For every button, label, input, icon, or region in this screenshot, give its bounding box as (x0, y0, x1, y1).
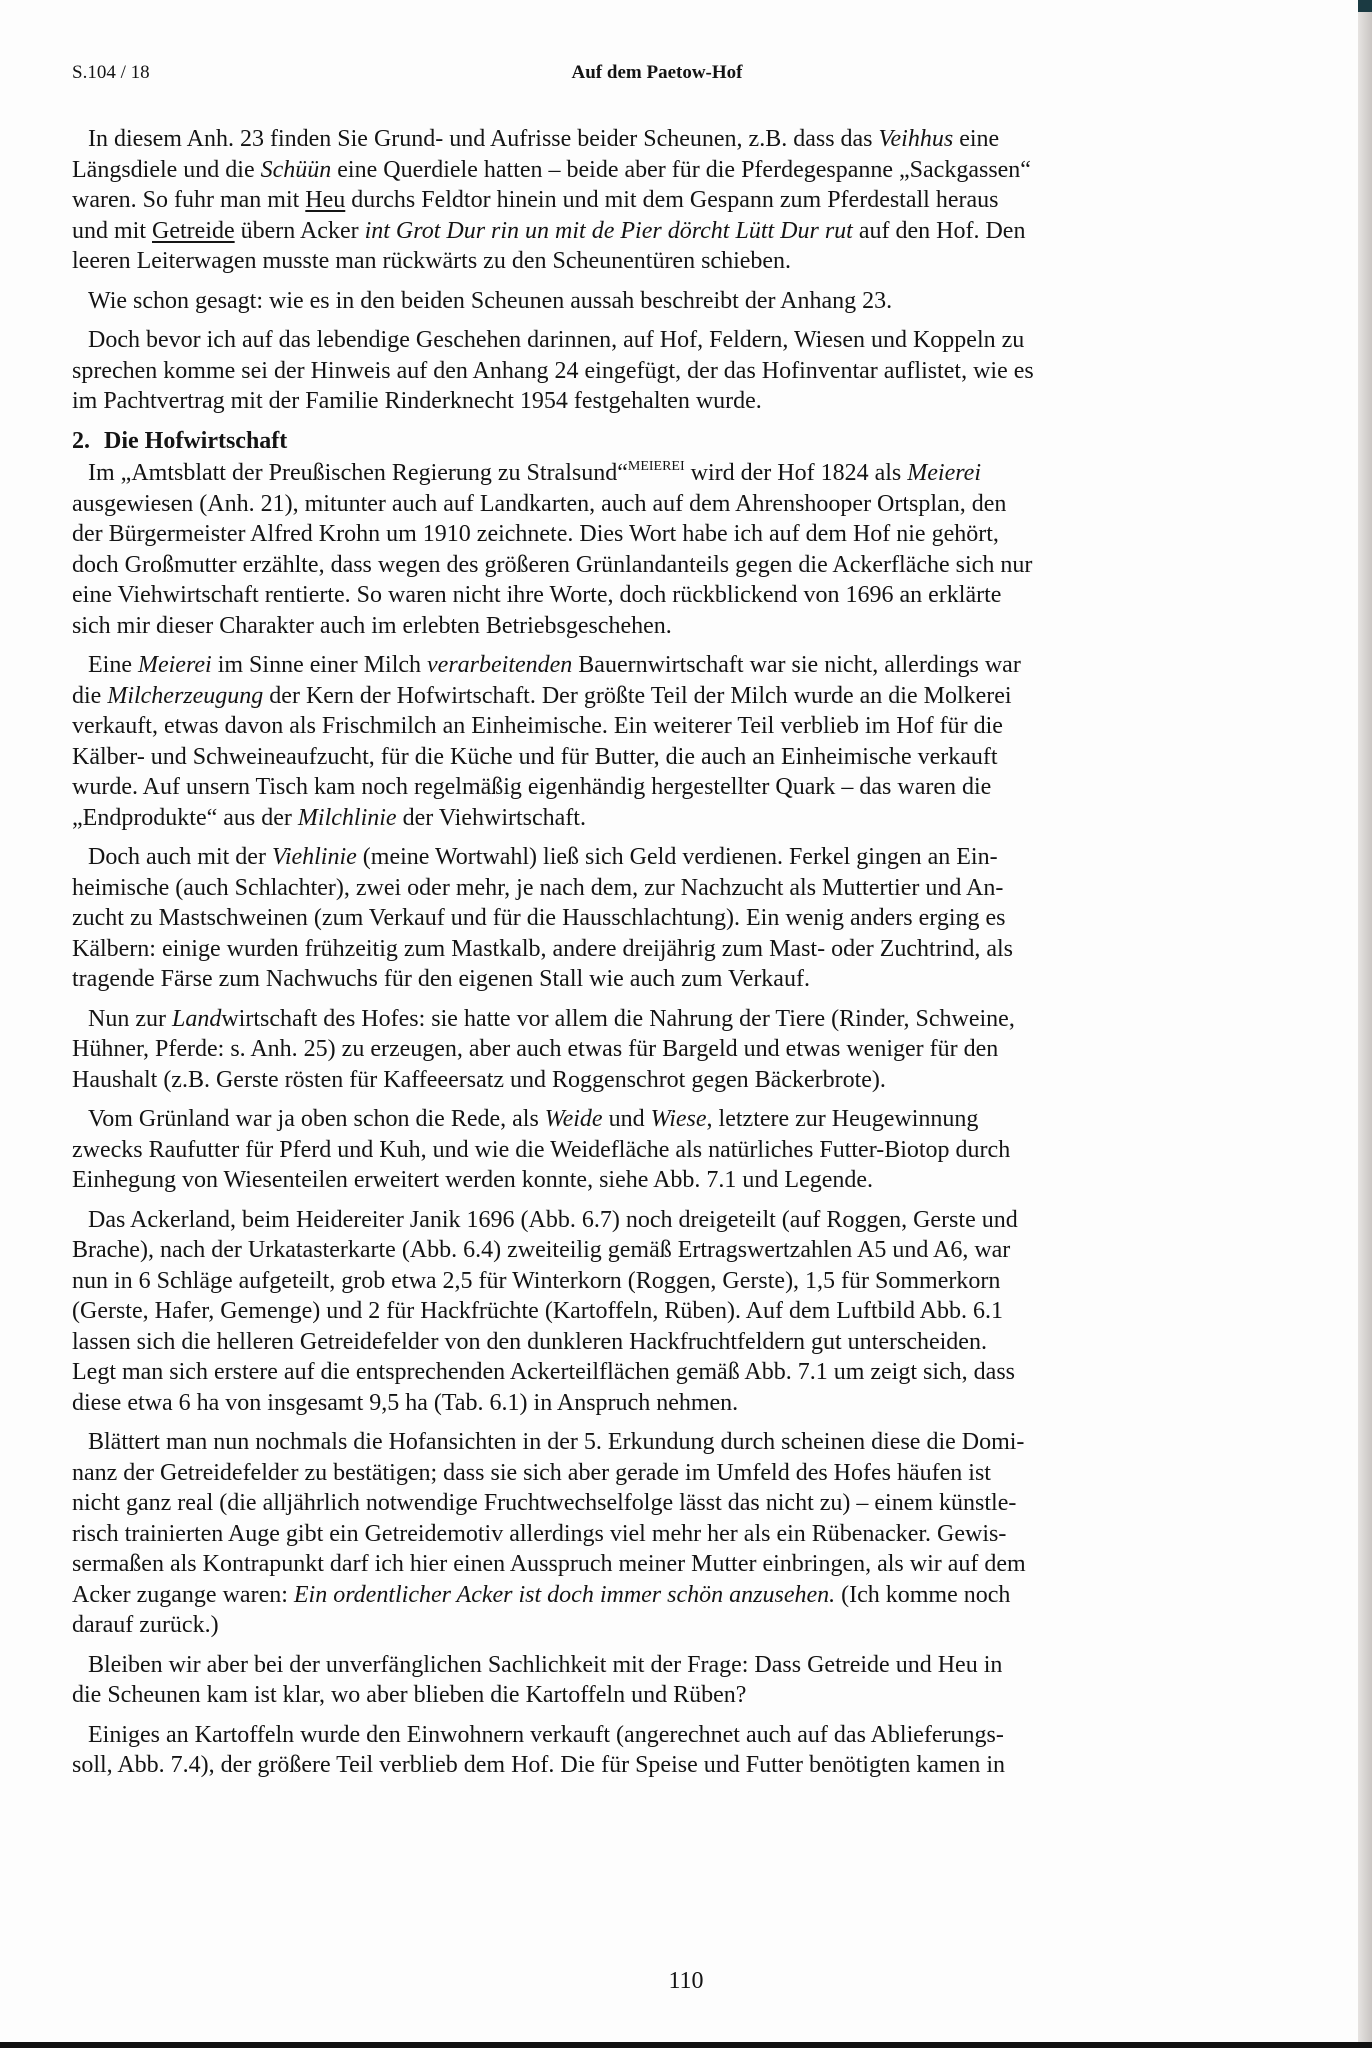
text-run: , letztere zur Heugewinnung (706, 1106, 979, 1132)
running-title: Auf dem Paetow-Hof (571, 62, 743, 83)
text-line (72, 1235, 1272, 1266)
emphasis-text: Schüün (260, 156, 332, 183)
text-line (72, 1519, 1272, 1550)
text-run: Nun zur (88, 1005, 172, 1032)
text-line (72, 216, 1272, 247)
text-run: Vom Grünland war ja oben schon die Rede, als (88, 1106, 545, 1132)
text-line (72, 772, 1272, 803)
text-line (72, 124, 1272, 155)
paragraph (72, 325, 1272, 417)
emphasis-text: Meierei (137, 652, 212, 678)
text-line (72, 1580, 1272, 1611)
text-line (72, 711, 1272, 742)
text-run: diese etwa 6 ha von insgesamt 9,5 ha (Tab. 6.1) in Anspruch nehmen. (72, 1389, 739, 1416)
text-line (72, 650, 1272, 681)
section-title: Die Hofwirtschaft (104, 427, 288, 454)
text-line (72, 155, 1272, 186)
text-line (72, 246, 1272, 277)
emphasis-text: Weide (544, 1106, 603, 1132)
text-line (72, 1104, 1272, 1135)
section-number: 2. (72, 427, 90, 454)
text-line (72, 1266, 1272, 1297)
text-run: (Gerste, Hafer, Gemenge) und 2 für Hackfrüchte (Kartoffeln, Rüben). Auf dem Luftbild Abb. 6.1 (72, 1298, 1003, 1324)
paragraph (72, 1720, 1272, 1781)
text-line (72, 356, 1272, 387)
text-run: Doch bevor ich auf das lebendige Geschehen darinnen, auf Hof, Feldern, Wiesen und Koppeln zu (88, 327, 1025, 353)
text-line (72, 1205, 1272, 1236)
text-run: nicht ganz real (die alljährlich notwendige Fruchtwechselfolge lässt das nicht zu) – einem künstle- (72, 1490, 1017, 1516)
text-line (72, 489, 1272, 520)
text-line (72, 1165, 1272, 1196)
text-run: doch Großmutter erzählte, dass wegen des größeren Grünlandanteils gegen die Ackerfläche sich nur (72, 551, 1033, 578)
text-line (72, 1488, 1272, 1519)
paragraph (72, 124, 1272, 277)
text-run: „Endprodukte“ aus der (72, 804, 298, 831)
text-line (72, 325, 1272, 356)
text-run: im Pachtvertrag mit der Familie Rinderknecht 1954 festgehalten wurde. (72, 388, 762, 414)
text-run: tragende Färse zum Nachwuchs für den eigenen Stall wie auch zum Verkauf. (72, 966, 810, 992)
page-reference: S.104 / 18 (72, 62, 150, 83)
text-line (72, 1549, 1272, 1580)
paragraph (72, 286, 1272, 317)
text-line (72, 742, 1272, 773)
text-run: die (72, 682, 108, 709)
text-run: wird der Hof 1824 als (684, 460, 908, 486)
text-run: eine Viehwirtschaft rentierte. So waren nicht ihre Worte, doch rückblickend von 1696 an erklärte (72, 582, 1002, 608)
text-run: waren. So fuhr man mit (72, 187, 306, 213)
underlined-text: Getreide (152, 217, 235, 244)
scan-edge-right (1358, 0, 1372, 2048)
scan-edge-bottom (0, 2042, 1372, 2048)
page-number: 110 (668, 1968, 704, 1994)
emphasis-text: Viehlinie (271, 844, 357, 870)
text-run: sprechen komme sei der Hinweis auf den Anhang 24 eingefügt, der das Hofinventar auflistet, wie es (72, 357, 1034, 384)
text-run: zucht zu Mastschweinen (zum Verkauf und für die Hausschlachtung). Ein wenig anders erging es (72, 905, 1006, 931)
text-run: die Scheunen kam ist klar, wo aber blieben die Kartoffeln und Rüben? (72, 1682, 747, 1708)
text-line (72, 803, 1272, 834)
text-run: Legt man sich erstere auf die entsprechenden Ackerteilflächen gemäß Abb. 7.1 um zeigt sich, dass (72, 1359, 1015, 1385)
text-run: der Kern der Hofwirtschaft. Der größte Teil der Milch wurde an die Molkerei (263, 682, 1012, 709)
text-run: eine (953, 126, 1000, 152)
paragraph (72, 458, 1272, 641)
text-line (72, 842, 1272, 873)
text-run: darauf zurück.) (72, 1612, 219, 1638)
text-run: risch trainierten Auge gibt ein Getreidemotiv allerdings viel mehr her als ein Rübenacker. Gewis- (72, 1520, 1007, 1547)
emphasis-text: int Grot Dur rin un mit de Pier dörcht Lütt Dur rut (364, 217, 853, 244)
text-run: leeren Leiterwagen musste man rückwärts zu den Scheunentüren schieben. (72, 248, 792, 274)
emphasis-text: Milchlinie (297, 804, 397, 831)
text-line (72, 1610, 1272, 1641)
text-line (72, 386, 1272, 417)
text-run: nanz der Getreidefelder zu bestätigen; dass sie sich aber gerade im Umfeld des Hofes häufen ist (72, 1459, 991, 1486)
text-line (72, 934, 1272, 965)
text-run: sermaßen als Kontrapunkt darf ich hier einen Ausspruch meiner Mutter einbringen, als wir auf dem (72, 1551, 1026, 1577)
running-head (72, 62, 1272, 92)
text-run: verkauft, etwas davon als Frischmilch an Einheimische. Ein weiterer Teil verblieb im Hof für die (72, 713, 1003, 739)
text-run: zwecks Raufutter für Pferd und Kuh, und wie die Weidefläche als natürliches Futter-Biotop durch (72, 1136, 1011, 1163)
text-run: Blättert man nun nochmals die Hofansichten in der 5. Erkundung durch scheinen diese die Domi- (88, 1429, 1025, 1455)
paragraph (72, 650, 1272, 833)
emphasis-text: verarbeitenden (427, 652, 573, 678)
paragraph (72, 1205, 1272, 1419)
text-line (72, 286, 1272, 317)
text-run: übern Acker (234, 217, 365, 244)
text-run: Brache), nach der Urkatasterkarte (Abb. 6.4) zweiteilig gemäß Ertragswertzahlen A5 und A6, war (72, 1237, 1011, 1263)
text-line (72, 1427, 1272, 1458)
text-run: wirtschaft des Hofes: sie hatte vor allem die Nahrung der Tiere (Rinder, Schweine, (221, 1005, 1015, 1032)
text-line (72, 1296, 1272, 1327)
text-run: durchs Feldtor hinein und mit dem Gespann zum Pferdestall heraus (345, 187, 999, 213)
text-line (72, 458, 1272, 489)
text-run: im Sinne einer Milch (211, 652, 428, 678)
text-run: lassen sich die helleren Getreidefelder von den dunkleren Hackfruchtfeldern gut unterscheiden. (72, 1328, 987, 1355)
scan-edge-corner (1358, 0, 1372, 12)
paragraph (72, 1004, 1272, 1096)
text-run: Kälbern: einige wurden frühzeitig zum Mastkalb, andere dreijährig zum Mast- oder Zuchtrind, als (72, 935, 1014, 962)
text-line (72, 1720, 1272, 1751)
text-line (72, 681, 1272, 712)
text-line (72, 580, 1272, 611)
section-heading (72, 426, 1272, 457)
text-run: sich mir dieser Charakter auch im erlebten Betriebsgeschehen. (72, 612, 672, 639)
footnote-marker: MEIEREI (627, 459, 685, 474)
emphasis-text: Meierei (907, 460, 981, 486)
text-line (72, 1750, 1272, 1781)
text-run: heimische (auch Schlachter), zwei oder mehr, je nach dem, zur Nachzucht als Muttertier und An- (72, 874, 1004, 901)
text-run: und (602, 1106, 651, 1132)
text-line (72, 873, 1272, 904)
paragraph (72, 1104, 1272, 1196)
text-run: Im „Amtsblatt der Preußischen Regierung zu Stralsund“ (88, 460, 628, 486)
emphasis-text: Veihhus (878, 126, 954, 152)
text-line (72, 1388, 1272, 1419)
text-run: Wie schon gesagt: wie es in den beiden Scheunen aussah beschreibt der Anhang 23. (88, 287, 893, 314)
text-line (72, 964, 1272, 995)
text-run: Kälber- und Schweineaufzucht, für die Küche und für Butter, die auch an Einheimische verkauft (72, 743, 998, 770)
text-run: Einiges an Kartoffeln wurde den Einwohnern verkauft (angerechnet auch auf das Ablieferungs- (88, 1721, 1004, 1748)
text-run: der Viehwirtschaft. (396, 804, 586, 831)
text-line (72, 1650, 1272, 1681)
text-line (72, 1680, 1272, 1711)
text-run: nun in 6 Schläge aufgeteilt, grob etwa 2,5 für Winterkorn (Roggen, Gerste), 1,5 für Sommerkorn (72, 1267, 1001, 1294)
text-line (72, 185, 1272, 216)
text-run: wurde. Auf unsern Tisch kam noch regelmäßig eigenhändig hergestellter Quark – das waren die (72, 774, 992, 800)
text-line (72, 1327, 1272, 1358)
text-run: Haushalt (z.B. Gerste rösten für Kaffeeersatz und Roggenschrot gegen Bäckerbrote). (72, 1066, 886, 1093)
paragraph (72, 1650, 1272, 1711)
text-line (72, 1458, 1272, 1489)
emphasis-text: Wiese (650, 1106, 707, 1132)
text-run: (Ich komme noch (835, 1581, 1011, 1608)
text-run: Hühner, Pferde: s. Anh. 25) zu erzeugen, aber auch etwas für Bargeld und etwas weniger für den (72, 1036, 999, 1062)
emphasis-text: Milcherzeugung (107, 682, 264, 709)
text-line (72, 550, 1272, 581)
text-run: Längsdiele und die (72, 156, 261, 183)
text-line (72, 1065, 1272, 1096)
text-run: eine Querdiele hatten – beide aber für die Pferdegespanne „Sackgassen“ (331, 156, 1031, 183)
text-run: (meine Wortwahl) ließ sich Geld verdienen. Ferkel gingen an Ein- (356, 844, 998, 870)
text-run: Einhegung von Wiesenteilen erweitert werden konnte, siehe Abb. 7.1 und Legende. (72, 1167, 874, 1193)
body-text (72, 124, 1272, 1790)
text-run: der Bürgermeister Alfred Krohn um 1910 zeichnete. Dies Wort habe ich auf dem Hof nie gehört, (72, 521, 999, 547)
text-run: In diesem Anh. 23 finden Sie Grund- und Aufrisse beider Scheunen, z.B. dass das (88, 126, 879, 152)
paragraph (72, 842, 1272, 995)
text-run: Acker zugange waren: (72, 1581, 294, 1608)
text-run: Doch auch mit der (88, 844, 272, 870)
text-run: auf den Hof. Den (852, 217, 1026, 244)
text-run: Eine (88, 652, 138, 678)
emphasis-text: Land (171, 1005, 222, 1032)
text-line (72, 611, 1272, 642)
text-run: Das Ackerland, beim Heidereiter Janik 1696 (Abb. 6.7) noch dreigeteilt (auf Roggen, Gerste und (88, 1206, 1018, 1233)
emphasis-text: Ein ordentlicher Acker ist doch immer schön anzusehen. (293, 1581, 836, 1608)
text-line (72, 519, 1272, 550)
text-run: soll, Abb. 7.4), der größere Teil verblieb dem Hof. Die für Speise und Futter benötigten kamen in (72, 1752, 1005, 1778)
text-line (72, 903, 1272, 934)
underlined-text: Heu (305, 187, 346, 213)
text-run: Bleiben wir aber bei der unverfänglichen Sachlichkeit mit der Frage: Dass Getreide und Heu in (88, 1651, 1003, 1678)
text-run: ausgewiesen (Anh. 21), mitunter auch auf Landkarten, auch auf dem Ahrenshooper Ortsplan, den (72, 490, 1007, 517)
text-line (72, 1004, 1272, 1035)
text-line (72, 1135, 1272, 1166)
paragraph (72, 1427, 1272, 1641)
text-line (72, 1034, 1272, 1065)
text-run: Bauernwirtschaft war sie nicht, allerdings war (572, 652, 1021, 678)
text-line (72, 1357, 1272, 1388)
text-run: und mit (72, 217, 153, 244)
